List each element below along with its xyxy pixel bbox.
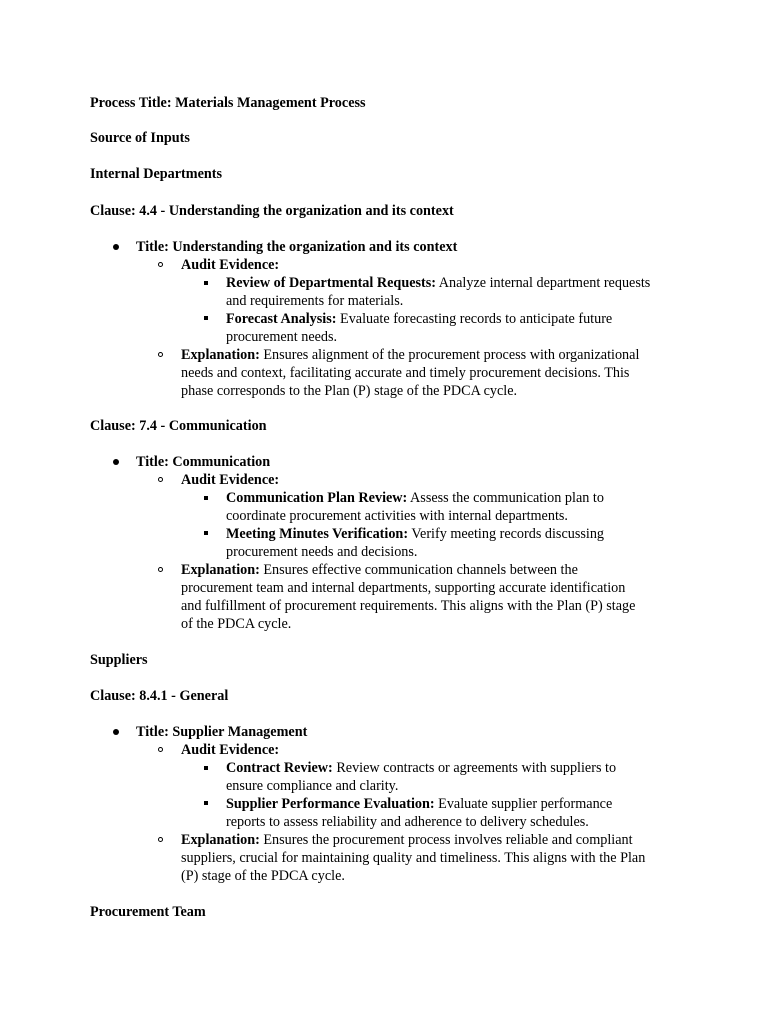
evidence-text-continued: ensure compliance and clarity. [226, 778, 399, 794]
evidence-text: Assess the communication plan to [410, 490, 604, 506]
process-title: Process Title: Materials Management Process [90, 95, 366, 111]
clause-heading-8-4-1: Clause: 8.4.1 - General [90, 688, 229, 704]
evidence-text: Evaluate forecasting records to anticipate future [340, 311, 613, 327]
evidence-text-continued: procurement needs. [226, 329, 338, 345]
explanation-text-continued: needs and context, facilitating accurate and timely procurement decisions. This [181, 365, 630, 381]
audit-evidence-label: Audit Evidence: [181, 742, 280, 758]
evidence-label: Communication Plan Review: [226, 490, 408, 506]
evidence-text-continued: procurement needs and decisions. [226, 544, 418, 560]
evidence-text: Verify meeting records discussing [411, 526, 605, 542]
evidence-label: Meeting Minutes Verification: [226, 526, 409, 542]
explanation-text: Ensures alignment of the procurement process with organizational [263, 347, 640, 363]
section-heading-internal-departments: Internal Departments [90, 166, 223, 182]
clause-title: Title: Understanding the organization and its context [136, 239, 458, 255]
evidence-text-continued: coordinate procurement activities with internal departments. [226, 508, 568, 524]
explanation-text: Ensures the procurement process involves reliable and compliant [263, 832, 633, 848]
clause-heading-4-4: Clause: 4.4 - Understanding the organization and its context [90, 203, 454, 219]
bullet-disc-icon [113, 729, 119, 735]
explanation-text-continued: and fulfillment of procurement requirements. This aligns with the Plan (P) stage [181, 598, 636, 614]
explanation-text-continued: procurement team and internal departments, supporting accurate identification [181, 580, 626, 596]
clause-title: Title: Supplier Management [136, 724, 308, 740]
evidence-label: Review of Departmental Requests: [226, 275, 437, 291]
explanation-text-continued: phase corresponds to the Plan (P) stage of the PDCA cycle. [181, 383, 518, 399]
bullet-circle-icon [158, 567, 163, 572]
bullet-circle-icon [158, 747, 163, 752]
explanation-text-continued: (P) stage of the PDCA cycle. [181, 868, 345, 884]
section-heading-suppliers: Suppliers [90, 652, 148, 668]
bullet-circle-icon [158, 262, 163, 267]
bullet-square-icon [204, 496, 208, 500]
section-heading-procurement-team: Procurement Team [90, 904, 206, 920]
evidence-item [226, 274, 650, 292]
evidence-item [226, 489, 604, 507]
bullet-square-icon [204, 766, 208, 770]
bullet-square-icon [204, 281, 208, 285]
evidence-label: Supplier Performance Evaluation: [226, 796, 435, 812]
bullet-circle-icon [158, 477, 163, 482]
audit-evidence-label: Audit Evidence: [181, 257, 280, 273]
evidence-label: Contract Review: [226, 760, 333, 776]
clause-heading-7-4: Clause: 7.4 - Communication [90, 418, 267, 434]
evidence-item [226, 310, 612, 328]
evidence-text: Review contracts or agreements with suppliers to [336, 760, 617, 776]
evidence-text-continued: reports to assess reliability and adherence to delivery schedules. [226, 814, 589, 830]
explanation-text: Ensures effective communication channels between the [263, 562, 578, 578]
explanation [181, 831, 633, 849]
explanation [181, 561, 578, 579]
bullet-disc-icon [113, 459, 119, 465]
section-heading-source-of-inputs: Source of Inputs [90, 130, 190, 146]
evidence-item [226, 759, 616, 777]
bullet-circle-icon [158, 352, 163, 357]
explanation-label: Explanation: [181, 832, 260, 848]
evidence-text-continued: and requirements for materials. [226, 293, 404, 309]
evidence-item [226, 525, 604, 543]
clause-title: Title: Communication [136, 454, 271, 470]
bullet-square-icon [204, 801, 208, 805]
bullet-disc-icon [113, 244, 119, 250]
evidence-text: Evaluate supplier performance [438, 796, 613, 812]
explanation-text-continued: suppliers, crucial for maintaining quality and timeliness. This aligns with the Plan [181, 850, 646, 866]
explanation-text-continued: of the PDCA cycle. [181, 616, 292, 632]
bullet-square-icon [204, 531, 208, 535]
evidence-text: Analyze internal department requests [438, 275, 651, 291]
evidence-item [226, 795, 612, 813]
evidence-label: Forecast Analysis: [226, 311, 337, 327]
explanation-label: Explanation: [181, 347, 260, 363]
bullet-square-icon [204, 316, 208, 320]
explanation-label: Explanation: [181, 562, 260, 578]
audit-evidence-label: Audit Evidence: [181, 472, 280, 488]
bullet-circle-icon [158, 837, 163, 842]
explanation [181, 346, 639, 364]
